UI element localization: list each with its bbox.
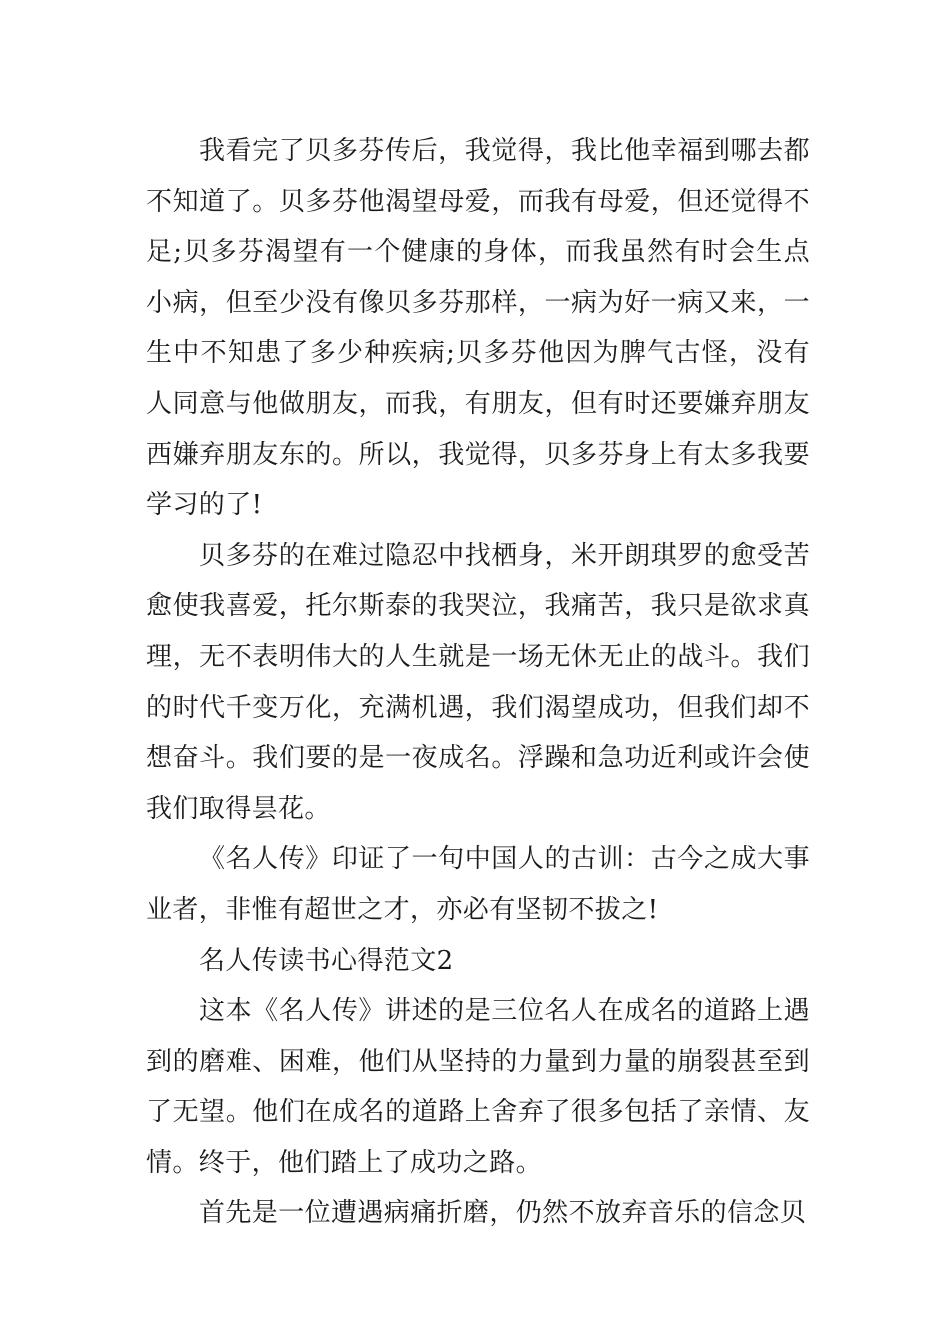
section-heading-sample-2: 名人传读书心得范文2	[199, 945, 454, 976]
paragraph-book-summary: 这本《名人传》讲述的是三位名人在成名的道路上遇到的磨难、困难，他们从坚持的力量到力量的崩裂甚至到了无望。他们在成名的道路上舍弃了很多包括了亲情、友情。终于，他们踏上了成功之路。	[146, 996, 810, 1178]
paragraph-great-lives-struggle: 贝多芬的在难过隐忍中找栖身，米开朗琪罗的愈受苦愈使我喜爱，托尔斯泰的我哭泣，我痛苦，我只是欲求真理，无不表明伟大的人生就是一场无休无止的战斗。我们的时代千变万化，充满机遇，我们渴望成功，但我们却不想奋斗。我们要的是一夜成名。浮躁和急功近利或许会使我们取得昙花。	[146, 540, 810, 824]
paragraph-chinese-proverb: 《名人传》印证了一句中国人的古训：古今之成大事业者，非惟有超世之才，亦必有坚韧不拔之!	[146, 844, 810, 925]
paragraph-beethoven-comparison: 我看完了贝多芬传后，我觉得，我比他幸福到哪去都不知道了。贝多芬他渴望母爱，而我有母爱，但还觉得不足;贝多芬渴望有一个健康的身体，而我虽然有时会生点小病，但至少没有像贝多芬那样，一病为好一病又来，一生中不知患了多少种疾病;贝多芬他因为脾气古怪，没有人同意与他做朋友，而我，有朋友，但有时还要嫌弃朋友西嫌弃朋友东的。所以，我觉得，贝多芬身上有太多我要学习的了!	[146, 136, 810, 521]
document-body	[146, 126, 810, 1239]
paragraph-first-figure: 首先是一位遭遇病痛折磨，仍然不放弃音乐的信念贝	[199, 1198, 807, 1229]
